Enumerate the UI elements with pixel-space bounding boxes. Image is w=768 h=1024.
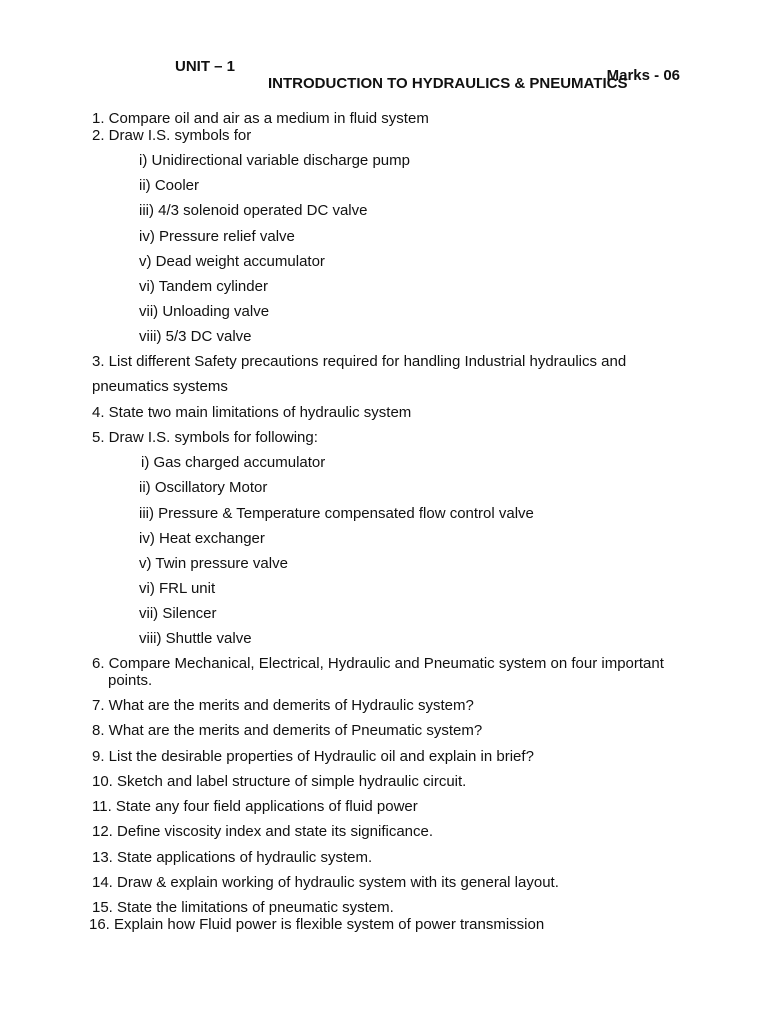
question-16: 16. Explain how Fluid power is flexible system of power transmission [89,916,545,933]
question-2-item: iv) Pressure relief valve [139,228,295,245]
question-5-item: vii) Silencer [139,605,217,622]
question-5-item: viii) Shuttle valve [139,630,252,647]
unit-heading: INTRODUCTION TO HYDRAULICS & PNEUMATICS [268,75,628,92]
question-2-item: iii) 4/3 solenoid operated DC valve [139,202,368,219]
question-14: 14. Draw & explain working of hydraulic system with its general layout. [92,874,559,891]
marks-label: Marks - 06 [606,67,680,84]
question-1: 1. Compare oil and air as a medium in fluid system [92,110,429,127]
question-2-item: v) Dead weight accumulator [139,253,325,270]
question-6-continued: points. [108,672,153,689]
question-5-item: iv) Heat exchanger [139,530,265,547]
question-3: 3. List different Safety precautions required for handling Industrial hydraulics and [92,353,627,370]
question-7: 7. What are the merits and demerits of Hydraulic system? [92,697,474,714]
question-11: 11. State any four field applications of fluid power [92,798,418,815]
question-8: 8. What are the merits and demerits of Pneumatic system? [92,722,483,739]
question-2-item: i) Unidirectional variable discharge pump [139,152,410,169]
question-6: 6. Compare Mechanical, Electrical, Hydraulic and Pneumatic system on four important [92,655,664,672]
question-5-item: ii) Oscillatory Motor [139,479,268,496]
question-5-item: i) Gas charged accumulator [141,454,326,471]
question-2-item: vii) Unloading valve [139,303,270,320]
question-2-item: ii) Cooler [139,177,200,194]
question-5-item: v) Twin pressure valve [139,555,288,572]
question-2: 2. Draw I.S. symbols for [92,127,252,144]
question-2-item: vi) Tandem cylinder [139,278,268,295]
question-5-item: vi) FRL unit [139,580,216,597]
unit-label: UNIT – 1 [175,58,236,75]
question-5: 5. Draw I.S. symbols for following: [92,429,318,446]
question-13: 13. State applications of hydraulic system. [92,849,373,866]
question-9: 9. List the desirable properties of Hydraulic oil and explain in brief? [92,748,534,765]
question-2-item: viii) 5/3 DC valve [139,328,252,345]
question-3-continued: pneumatics systems [92,378,228,395]
question-4: 4. State two main limitations of hydraulic system [92,404,412,421]
question-5-item: iii) Pressure & Temperature compensated flow control valve [139,505,534,522]
question-12: 12. Define viscosity index and state its significance. [92,823,434,840]
question-15: 15. State the limitations of pneumatic system. [92,899,394,916]
question-10: 10. Sketch and label structure of simple hydraulic circuit. [92,773,467,790]
